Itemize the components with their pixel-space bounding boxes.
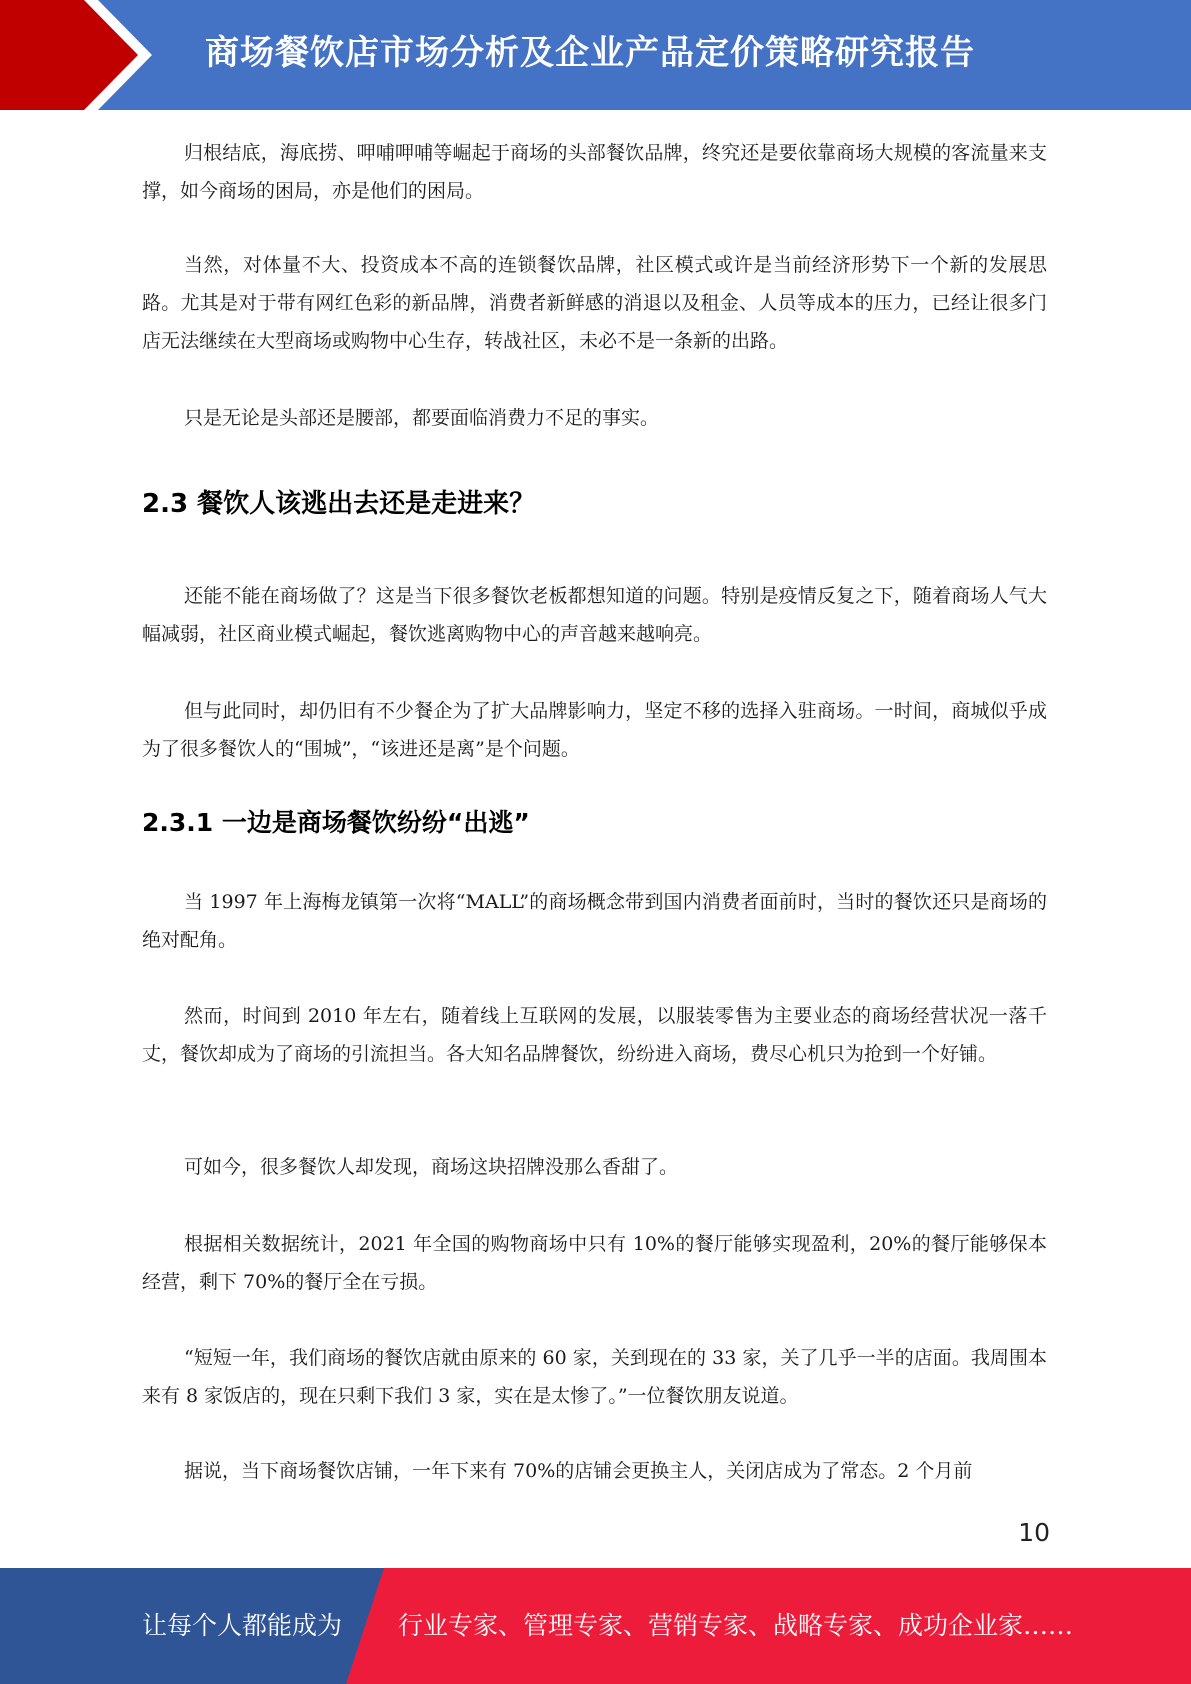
paragraph: 当然，对体量不大、投资成本不高的连锁餐饮品牌，社区模式或许是当前经济形势下一个新的发展思路。尤其是对于带有网红色彩的新品牌，消费者新鲜感的消退以及租金、人员等成本的压力，已经让很多门店无法继续在大型商场或购物中心生存，转战社区，未必不是一条新的出路。 [142,254,1047,352]
paragraph: 只是无论是头部还是腰部，都要面临消费力不足的事实。 [184,407,660,429]
paragraph: 但与此同时，却仍旧有不少餐企为了扩大品牌影响力，坚定不移的选择入驻商场。一时间，商城似乎成为了很多餐饮人的“围城”，“该进还是离”是个问题。 [142,700,1047,760]
page-footer [0,1568,1191,1684]
paragraph: 归根结底，海底捞、呷哺呷哺等崛起于商场的头部餐饮品牌，终究还是要依靠商场大规模的客流量来支撑，如今商场的困局，亦是他们的困局。 [142,142,1047,202]
paragraph: 还能不能在商场做了？这是当下很多餐饮老板都想知道的问题。特别是疫情反复之下，随着商场人气大幅减弱，社区商业模式崛起，餐饮逃离购物中心的声音越来越响亮。 [142,585,1047,645]
page-header [0,0,1191,110]
document-title: 商场餐饮店市场分析及企业产品定价策略研究报告 [205,33,975,73]
subsection-heading: 2.3.1 一边是商场餐饮纷纷“出逃” [142,808,530,837]
page-number: 10 [1018,1518,1050,1547]
section-heading: 2.3 餐饮人该逃出去还是走进来？ [142,489,536,519]
footer-slogan-right: 行业专家、管理专家、营销专家、战略专家、成功企业家…… [398,1611,1074,1640]
paragraph: 当 1997 年上海梅龙镇第一次将“MALL”的商场概念带到国内消费者面前时，当时的餐饮还只是商场的绝对配角。 [142,891,1047,951]
paragraph: 据说，当下商场餐饮店铺，一年下来有 70%的店铺会更换主人，关闭店成为了常态。2 个月前 [184,1460,973,1482]
paragraph: 可如今，很多餐饮人却发现，商场这块招牌没那么香甜了。 [184,1156,679,1178]
paragraph: 根据相关数据统计，2021 年全国的购物商场中只有 10%的餐厅能够实现盈利，20%的餐厅能够保本经营，剩下 70%的餐厅全在亏损。 [142,1233,1047,1293]
footer-slogan-left: 让每个人都能成为 [142,1611,343,1640]
paragraph: “短短一年，我们商场的餐饮店就由原来的 60 家，关到现在的 33 家，关了几乎一半的店面。我周围本来有 8 家饭店的，现在只剩下我们 3 家，实在是太惨了。”一位餐饮朋友说道。 [142,1347,1047,1407]
paragraph: 然而，时间到 2010 年左右，随着线上互联网的发展，以服装零售为主要业态的商场经营状况一落千丈，餐饮却成为了商场的引流担当。各大知名品牌餐饮，纷纷进入商场，费尽心机只为抢到一个好铺。 [142,1005,1047,1065]
